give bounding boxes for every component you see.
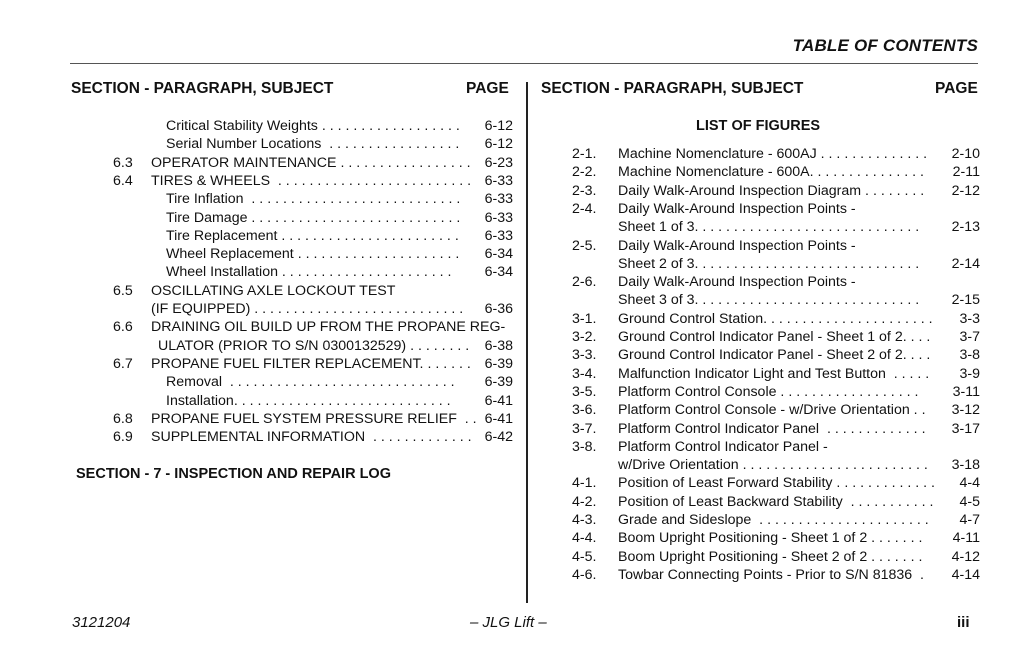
figure-entry	[572, 365, 980, 383]
figure-title: Malfunction Indicator Light and Test Button . . . . .	[618, 365, 930, 382]
toc-entry	[113, 154, 513, 172]
toc-entry-page: 6-12	[482, 135, 513, 153]
figure-entry	[572, 291, 980, 309]
toc-entry-title: PROPANE FUEL SYSTEM PRESSURE RELIEF . .	[151, 410, 477, 427]
toc-entry	[113, 282, 513, 300]
section-7-heading: SECTION - 7 - INSPECTION AND REPAIR LOG	[76, 466, 391, 482]
figure-entry	[572, 401, 980, 419]
figure-number: 2-1.	[572, 146, 597, 162]
figure-entry	[572, 548, 980, 566]
figure-title: Machine Nomenclature - 600AJ . . . . . . . . . . . . . .	[618, 146, 928, 162]
toc-entry-title: OSCILLATING AXLE LOCKOUT TEST	[151, 282, 396, 299]
figure-number: 2-5.	[572, 237, 597, 254]
figure-entry	[572, 474, 980, 492]
figure-number: 3-6.	[572, 402, 597, 419]
toc-entry-title: TIRES & WHEELS . . . . . . . . . . . . . . . . . . . . . . . . .	[151, 172, 472, 189]
figure-entry	[572, 529, 980, 547]
figure-page: 2-11	[950, 163, 980, 181]
toc-entry-title: PROPANE FUEL FILTER REPLACEMENT. . . . . . .	[151, 355, 471, 372]
figure-title: Sheet 1 of 3. . . . . . . . . . . . . . . . . . . . . . . . . . . . .	[618, 219, 920, 236]
toc-entry-title: Tire Replacement . . . . . . . . . . . . . . . . . . . . . . .	[166, 227, 459, 244]
figure-number: 3-3.	[572, 347, 597, 364]
figure-title: Ground Control Station. . . . . . . . . . . . . . . . . . . . . .	[618, 310, 933, 327]
figure-number: 2-3.	[572, 182, 597, 199]
toc-entry	[113, 209, 513, 227]
toc-entry	[113, 263, 513, 281]
figure-page: 3-11	[950, 383, 980, 401]
footer-center-title: – JLG Lift –	[470, 614, 547, 631]
toc-entry-number: 6.8	[113, 410, 133, 427]
toc-entry-number: 6.7	[113, 355, 133, 372]
toc-entry-page: 6-33	[482, 190, 513, 208]
figure-entry	[572, 346, 980, 364]
toc-entry-page: 6-36	[482, 300, 513, 318]
figure-title: Machine Nomenclature - 600A. . . . . . . . . . . . . . .	[618, 164, 924, 181]
toc-entry	[113, 373, 513, 391]
figure-number: 3-4.	[572, 365, 597, 382]
toc-entry-page: 6-42	[482, 428, 513, 446]
figure-number: 4-1.	[572, 475, 597, 492]
figure-title: Daily Walk-Around Inspection Points -	[618, 237, 856, 254]
figure-page: 4-5	[956, 493, 980, 511]
figure-entry	[572, 145, 980, 163]
figure-number: 3-1.	[572, 310, 597, 327]
toc-entry	[113, 300, 513, 318]
toc-entry	[113, 410, 513, 428]
footer-page-number: iii	[957, 614, 970, 631]
figure-title: w/Drive Orientation . . . . . . . . . . . . . . . . . . . . . . . .	[618, 457, 928, 474]
figure-page: 2-15	[949, 291, 980, 309]
toc-entry	[113, 392, 513, 410]
figure-title: Grade and Sideslope . . . . . . . . . . . . . . . . . . . . . .	[618, 512, 929, 528]
figure-title: Platform Control Indicator Panel . . . . . . . . . . . . .	[618, 420, 926, 437]
left-page-label: PAGE	[466, 80, 509, 97]
figure-title: Position of Least Forward Stability . . . . . . . . . . . . .	[618, 475, 935, 492]
figure-entry	[572, 163, 980, 181]
toc-entry-number: 6.4	[113, 172, 133, 189]
figure-page: 3-8	[956, 346, 980, 364]
figure-page: 2-10	[949, 145, 980, 163]
toc-entry	[113, 337, 513, 355]
figure-title: Sheet 3 of 3. . . . . . . . . . . . . . . . . . . . . . . . . . . . .	[618, 292, 920, 309]
toc-entry	[113, 172, 513, 190]
figure-page: 3-17	[949, 420, 980, 438]
toc-entry-title: DRAINING OIL BUILD UP FROM THE PROPANE REG-	[151, 319, 506, 336]
figure-entry	[572, 420, 980, 438]
figure-entry	[572, 182, 980, 200]
toc-entry-title: Critical Stability Weights . . . . . . . . . . . . . . . . . .	[166, 118, 460, 134]
figure-entry	[572, 218, 980, 236]
figure-number: 4-4.	[572, 530, 597, 547]
figure-title: Platform Control Indicator Panel -	[618, 438, 828, 455]
list-of-figures-heading: LIST OF FIGURES	[696, 118, 821, 134]
toc-entry-number: 6.3	[113, 154, 133, 171]
figure-number: 3-8.	[572, 438, 597, 455]
figure-page: 4-12	[949, 548, 980, 566]
toc-entry-title: Tire Damage . . . . . . . . . . . . . . . . . . . . . . . . . . .	[166, 209, 461, 226]
figure-number: 4-6.	[572, 566, 597, 583]
right-column-heading: SECTION - PARAGRAPH, SUBJECT	[541, 80, 804, 97]
toc-entry-title: Wheel Replacement . . . . . . . . . . . . . . . . . . . . .	[166, 246, 460, 263]
figure-entry	[572, 328, 980, 346]
figure-title: Platform Control Console - w/Drive Orientation . .	[618, 402, 926, 419]
toc-entry-title: OPERATOR MAINTENANCE . . . . . . . . . . . . . . . . .	[151, 154, 471, 171]
figure-page: 4-14	[949, 566, 980, 584]
figure-entry	[572, 237, 980, 255]
figure-entry	[572, 511, 980, 529]
toc-entry-page: 6-38	[482, 337, 513, 355]
figure-entry	[572, 493, 980, 511]
toc-entry	[113, 190, 513, 208]
figure-number: 4-5.	[572, 548, 597, 565]
figure-page: 3-9	[956, 365, 980, 383]
figure-page: 4-4	[956, 474, 980, 492]
left-column-heading: SECTION - PARAGRAPH, SUBJECT	[71, 80, 334, 97]
figure-entry	[572, 255, 980, 273]
figure-page: 2-13	[949, 218, 980, 236]
figure-title: Ground Control Indicator Panel - Sheet 2 of 2. . . .	[618, 347, 931, 364]
header-rule	[70, 63, 978, 64]
figure-number: 2-4.	[572, 200, 597, 217]
toc-entry	[113, 245, 513, 263]
toc-entry-title: Wheel Installation . . . . . . . . . . . . . . . . . . . . . .	[166, 264, 452, 281]
toc-entry-page: 6-33	[482, 172, 513, 190]
footer-doc-number: 3121204	[72, 614, 131, 631]
figure-entry	[572, 566, 980, 584]
toc-entry-title: (IF EQUIPPED) . . . . . . . . . . . . . . . . . . . . . . . . . . .	[151, 301, 464, 317]
toc-entry-page: 6-41	[482, 410, 513, 428]
toc-entry	[113, 135, 513, 153]
figure-entry	[572, 273, 980, 291]
figure-page: 4-11	[950, 529, 980, 547]
figure-page: 3-18	[949, 456, 980, 474]
toc-entry-number: 6.6	[113, 319, 133, 336]
figure-number: 4-2.	[572, 493, 597, 510]
toc-entry	[113, 318, 513, 336]
toc-entry-page: 6-12	[482, 117, 513, 135]
toc-entry-page: 6-39	[482, 373, 513, 391]
figure-title: Boom Upright Positioning - Sheet 2 of 2 . . . . . . .	[618, 548, 923, 565]
toc-entry-title: ULATOR (PRIOR TO S/N 0300132529) . . . . . . . .	[158, 337, 470, 354]
figure-entry	[572, 456, 980, 474]
figure-page: 2-12	[949, 182, 980, 200]
figure-title: Daily Walk-Around Inspection Points -	[618, 200, 856, 217]
toc-entry-page: 6-41	[482, 392, 513, 410]
toc-entry-number: 6.5	[113, 282, 133, 299]
figure-title: Towbar Connecting Points - Prior to S/N 81836 .	[618, 566, 924, 583]
figure-title: Position of Least Backward Stability . . . . . . . . . . .	[618, 493, 934, 510]
figure-number: 2-6.	[572, 274, 597, 291]
figure-title: Daily Walk-Around Inspection Points -	[618, 274, 856, 291]
figure-number: 4-3.	[572, 512, 597, 528]
toc-entry-title: SUPPLEMENTAL INFORMATION . . . . . . . . . . . . .	[151, 429, 472, 446]
figure-page: 4-7	[956, 511, 980, 529]
figure-title: Sheet 2 of 3. . . . . . . . . . . . . . . . . . . . . . . . . . . . .	[618, 255, 920, 272]
figure-number: 3-5.	[572, 383, 597, 400]
toc-entry-page: 6-39	[482, 355, 513, 373]
figure-number: 3-7.	[572, 420, 597, 437]
toc-entry-title: Serial Number Locations . . . . . . . . . . . . . . . . .	[166, 136, 460, 153]
toc-entry-page: 6-34	[482, 245, 513, 263]
toc-entry-page: 6-33	[482, 209, 513, 227]
figure-page: 3-12	[949, 401, 980, 419]
toc-entry-title: Removal . . . . . . . . . . . . . . . . . . . . . . . . . . . . .	[166, 374, 455, 391]
toc-entry-number: 6.9	[113, 429, 133, 446]
toc-entry-title: Tire Inflation . . . . . . . . . . . . . . . . . . . . . . . . . . .	[166, 191, 461, 208]
figure-title: Daily Walk-Around Inspection Diagram . . . . . . . .	[618, 182, 925, 199]
toc-entry-page: 6-23	[482, 154, 513, 172]
figure-title: Ground Control Indicator Panel - Sheet 1 of 2. . . .	[618, 329, 931, 345]
figure-number: 3-2.	[572, 329, 597, 345]
figure-page: 3-3	[956, 310, 980, 328]
toc-entry	[113, 117, 513, 135]
figure-page: 3-7	[956, 328, 980, 346]
right-page-label: PAGE	[935, 80, 978, 97]
figure-entry	[572, 310, 980, 328]
figure-title: Platform Control Console . . . . . . . . . . . . . . . . . .	[618, 383, 919, 400]
toc-entry	[113, 227, 513, 245]
toc-entry-title: Installation. . . . . . . . . . . . . . . . . . . . . . . . . . . .	[166, 392, 451, 409]
figure-entry	[572, 383, 980, 401]
column-divider	[526, 82, 528, 603]
figure-entry	[572, 200, 980, 218]
toc-entry	[113, 355, 513, 373]
figure-title: Boom Upright Positioning - Sheet 1 of 2 . . . . . . .	[618, 530, 923, 547]
figure-page: 2-14	[949, 255, 980, 273]
figure-entry	[572, 438, 980, 456]
figure-number: 2-2.	[572, 164, 597, 181]
toc-entry	[113, 428, 513, 446]
toc-entry-page: 6-33	[482, 227, 513, 245]
page-header-title: TABLE OF CONTENTS	[792, 36, 978, 55]
toc-entry-page: 6-34	[482, 263, 513, 281]
